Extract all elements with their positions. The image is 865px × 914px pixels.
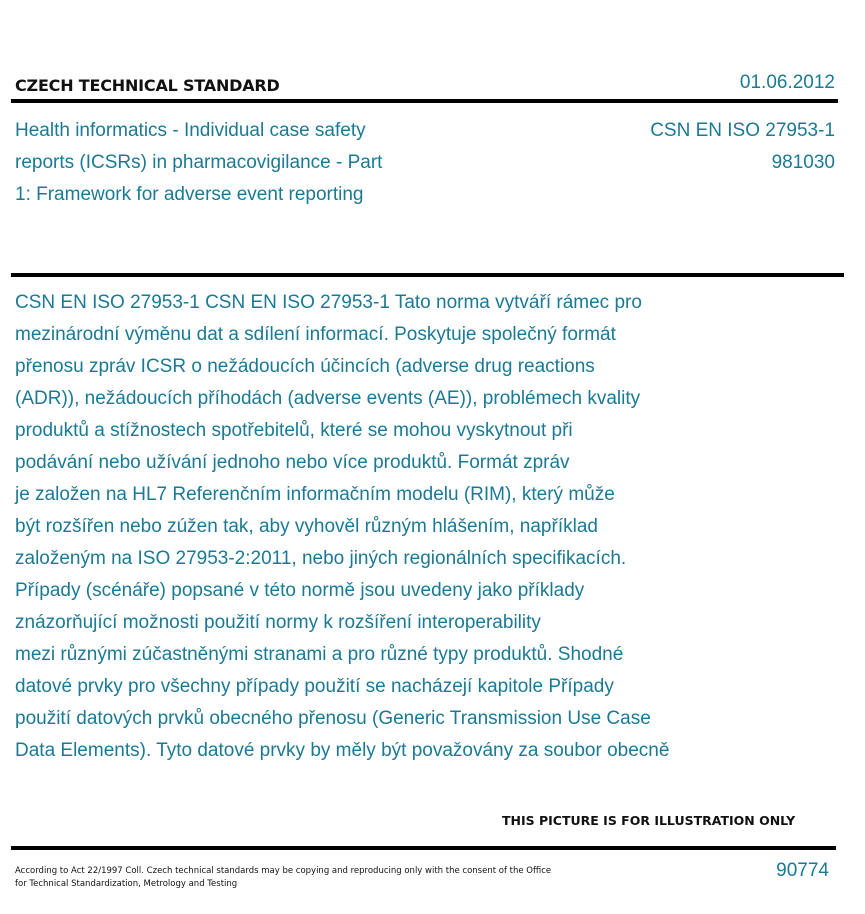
standard-number: CSN EN ISO 27953-1 bbox=[650, 120, 835, 141]
header-divider bbox=[11, 99, 838, 103]
abstract-line: být rozšířen nebo zúžen tak, aby vyhověl různým hlášením, například bbox=[15, 516, 598, 537]
standard-identifiers bbox=[650, 115, 835, 179]
standard-title bbox=[15, 115, 455, 211]
abstract-text bbox=[15, 287, 775, 767]
abstract-line: je založen na HL7 Referenčním informačním modelu (RIM), který může bbox=[15, 484, 615, 505]
standard-title-line: Health informatics - Individual case safety bbox=[15, 120, 366, 141]
abstract-line: podávání nebo užívání jednoho nebo více produktů. Formát zpráv bbox=[15, 452, 570, 473]
abstract-line: (ADR)), nežádoucích příhodách (adverse events (AE)), problémech kvality bbox=[15, 388, 641, 409]
standard-title-line: 1: Framework for adverse event reporting bbox=[15, 184, 364, 205]
abstract-line: přenosu zpráv ICSR o nežádoucích účincích (adverse drug reactions bbox=[15, 356, 595, 377]
title-divider bbox=[11, 273, 844, 277]
abstract-line: CSN EN ISO 27953-1 CSN EN ISO 27953-1 Tato norma vytváří rámec pro bbox=[15, 292, 642, 313]
publication-date: 01.06.2012 bbox=[739, 72, 835, 93]
catalog-code: 90774 bbox=[776, 860, 829, 881]
abstract-line: mezi různými zúčastněnými stranami a pro různé typy produktů. Shodné bbox=[15, 644, 624, 665]
document-type-label: CZECH TECHNICAL STANDARD bbox=[15, 76, 280, 95]
abstract-line: Data Elements). Tyto datové prvky by měly být považovány za soubor obecně bbox=[15, 740, 670, 761]
abstract-line: Případy (scénáře) popsané v této normě jsou uvedeny jako příklady bbox=[15, 580, 585, 601]
abstract-line: použití datových prvků obecného přenosu (Generic Transmission Use Case bbox=[15, 708, 651, 729]
copyright-notice-line: According to Act 22/1997 Coll. Czech technical standards may be copying and reproducing only with the consent of the Office bbox=[15, 866, 552, 876]
abstract-line: datové prvky pro všechny případy použití se nacházejí kapitole Případy bbox=[15, 676, 614, 697]
abstract-line: produktů a stížnostech spotřebitelů, které se mohou vyskytnout při bbox=[15, 420, 573, 441]
abstract-line: založeným na ISO 27953-2:2011, nebo jiných regionálních specifikacích. bbox=[15, 548, 627, 569]
illustration-disclaimer: THIS PICTURE IS FOR ILLUSTRATION ONLY bbox=[502, 813, 796, 828]
abstract-line: mezinárodní výměnu dat a sdílení informací. Poskytuje společný formát bbox=[15, 324, 616, 345]
standard-title-line: reports (ICSRs) in pharmacovigilance - Part bbox=[15, 152, 383, 173]
classification-code: 981030 bbox=[771, 152, 835, 173]
abstract-line: znázorňující možnosti použití normy k rozšíření interoperability bbox=[15, 612, 541, 633]
footer-divider bbox=[11, 846, 836, 850]
copyright-notice-line: for Technical Standardization, Metrology and Testing bbox=[15, 879, 238, 889]
copyright-notice bbox=[15, 865, 595, 891]
